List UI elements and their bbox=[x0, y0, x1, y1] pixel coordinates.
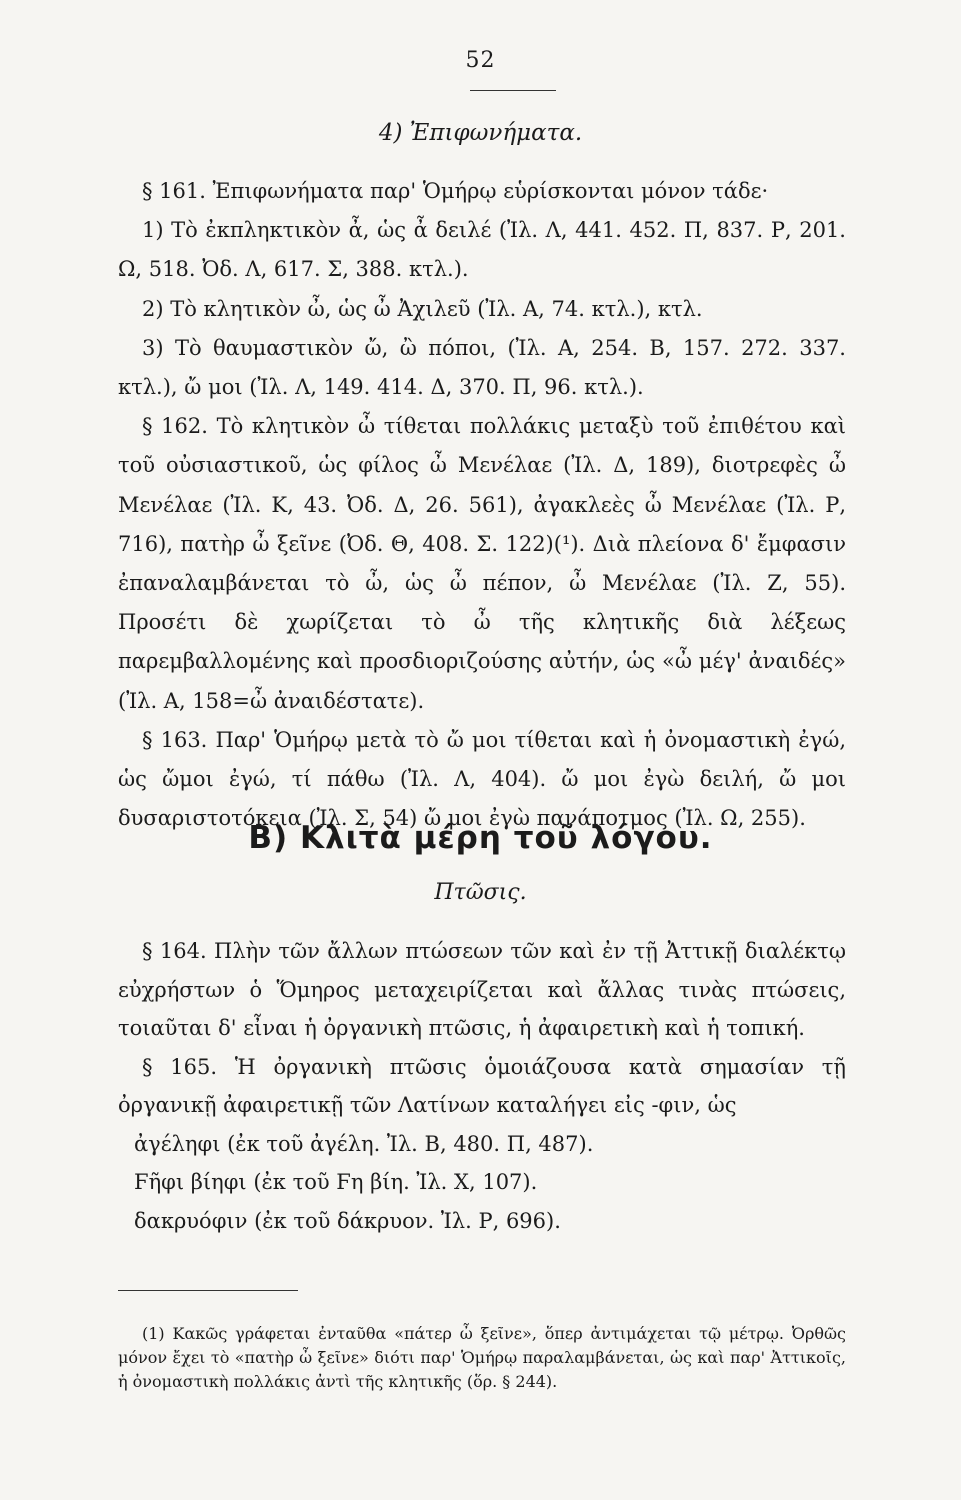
footnote bbox=[118, 1322, 846, 1394]
footnote-rule bbox=[118, 1290, 298, 1291]
paragraph-164: § 164. Πλὴν τῶν ἄλλων πτώσεων τῶν καὶ ἐν τῇ Ἀττικῇ διαλέκτῳ εὐχρήστων ὁ Ὅμηρος μεταχειρίζεται καὶ ἄλλας τινὰς πτώσεις, τοιαῦται δ' εἶναι ἡ ὀργανικὴ πτῶσις, ἡ ἀφαιρετικὴ καὶ ἡ τοπική. bbox=[118, 939, 846, 1040]
paragraph-165: § 165. Ἡ ὀργανικὴ πτῶσις ὁμοιάζουσα κατὰ σημασίαν τῇ ὀργανικῇ ἀφαιρετικῇ τῶν Λατίνων καταλήγει εἰς -φιν, ὡς bbox=[118, 1054, 846, 1117]
body-text-bottom bbox=[118, 932, 846, 1240]
example-line: ἀγέληφι (ἐκ τοῦ ἀγέλη. Ἰλ. Β, 480. Π, 487). bbox=[134, 1131, 594, 1156]
page-number-rule bbox=[470, 90, 556, 91]
paragraph-163: § 163. Παρ' Ὁμήρῳ μετὰ τὸ ὤ μοι τίθεται καὶ ἡ ὀνομαστικὴ ἐγώ, ὡς ὤμοι ἐγώ, τί πάθω (Ἰλ. Λ, 404). ὤ μοι ἐγὼ δειλή, ὤ μοι δυσαριστοτόκεια (Ἰλ. Σ, 54) ὤ μοι ἐγὼ πανάποτμος (Ἰλ. Ω, 255). bbox=[118, 727, 846, 831]
body-text-top bbox=[118, 172, 846, 838]
paragraph-161-item-1: 1) Τὸ ἐκπληκτικὸν ἆ, ὡς ἆ δειλέ (Ἰλ. Λ, 441. 452. Π, 837. Ρ, 201. Ω, 518. Ὀδ. Λ, 617. Σ, 388. κτλ.). bbox=[118, 218, 846, 282]
example-line: δακρυόφιν (ἐκ τοῦ δάκρυον. Ἰλ. Ρ, 696). bbox=[134, 1208, 561, 1233]
paragraph-161-item-3: 3) Τὸ θαυμαστικὸν ὤ, ὢ πόποι, (Ἰλ. Α, 254. Β, 157. 272. 337. κτλ.), ὤ μοι (Ἰλ. Λ, 149. 414. Δ, 370. Π, 96. κτλ.). bbox=[118, 335, 846, 400]
paragraph-161-item-2: 2) Τὸ κλητικὸν ὦ, ὡς ὦ Ἀχιλεῦ (Ἰλ. Α, 74. κτλ.), κτλ. bbox=[142, 296, 703, 321]
paragraph-162: § 162. Τὸ κλητικὸν ὦ τίθεται πολλάκις μεταξὺ τοῦ ἐπιθέτου καὶ τοῦ οὐσιαστικοῦ, ὡς φίλος ὦ Μενέλαε (Ἰλ. Δ, 189), διοτρεφὲς ὦ Μενέλαε (Ἰλ. Κ, 43. Ὀδ. Δ, 26. 561), ἀγακλεὲς ὦ Μενέλαε (Ἰλ. Ρ, 716), πατὴρ ὦ ξεῖνε (Ὀδ. Θ, 408. Σ. 122)(¹). Διὰ πλείονα δ' ἔμφασιν ἐπαναλαμβάνεται τὸ ὦ, ὡς ὦ πέπον, ὦ Μενέλαε (Ἰλ. Ζ, 55). Προσέτι δὲ χωρίζεται τὸ ὦ τῆς κλητικῆς διὰ λέξεως παρεμβαλλομένης καὶ προσδιοριζούσης αὐτήν, ὡς «ὦ μέγ' ἀναιδές» (Ἰλ. Α, 158=ὦ ἀναιδέστατε). bbox=[118, 414, 846, 713]
paragraph-161: § 161. Ἐπιφωνήματα παρ' Ὁμήρῳ εὑρίσκονται μόνον τάδε· bbox=[142, 179, 769, 203]
major-heading: Β) Κλιτὰ μέρη τοῦ λόγου. bbox=[248, 820, 713, 856]
page-number: 52 bbox=[465, 48, 496, 73]
example-line: Ϝῆφι βίηφι (ἐκ τοῦ Ϝη βίη. Ἰλ. Χ, 107). bbox=[134, 1170, 538, 1194]
footnote-text: (1) Κακῶς γράφεται ἐνταῦθα «πάτερ ὦ ξεῖνε», ὅπερ ἀντιμάχεται τῷ μέτρῳ. Ὀρθῶς μόνον ἔχει τὸ «πατὴρ ὦ ξεῖνε» διότι παρ' Ὁμήρῳ παραλαμβάνεται, ὡς καὶ παρ' Ἀττικοῖς, ἡ ὀνομαστικὴ πολλάκις ἀντὶ τῆς κλητικῆς (ὅρ. § 244). bbox=[118, 1324, 846, 1391]
section-heading: 4) Ἐπιφωνήματα. bbox=[378, 120, 583, 146]
sub-heading: Πτῶσις. bbox=[434, 880, 527, 905]
